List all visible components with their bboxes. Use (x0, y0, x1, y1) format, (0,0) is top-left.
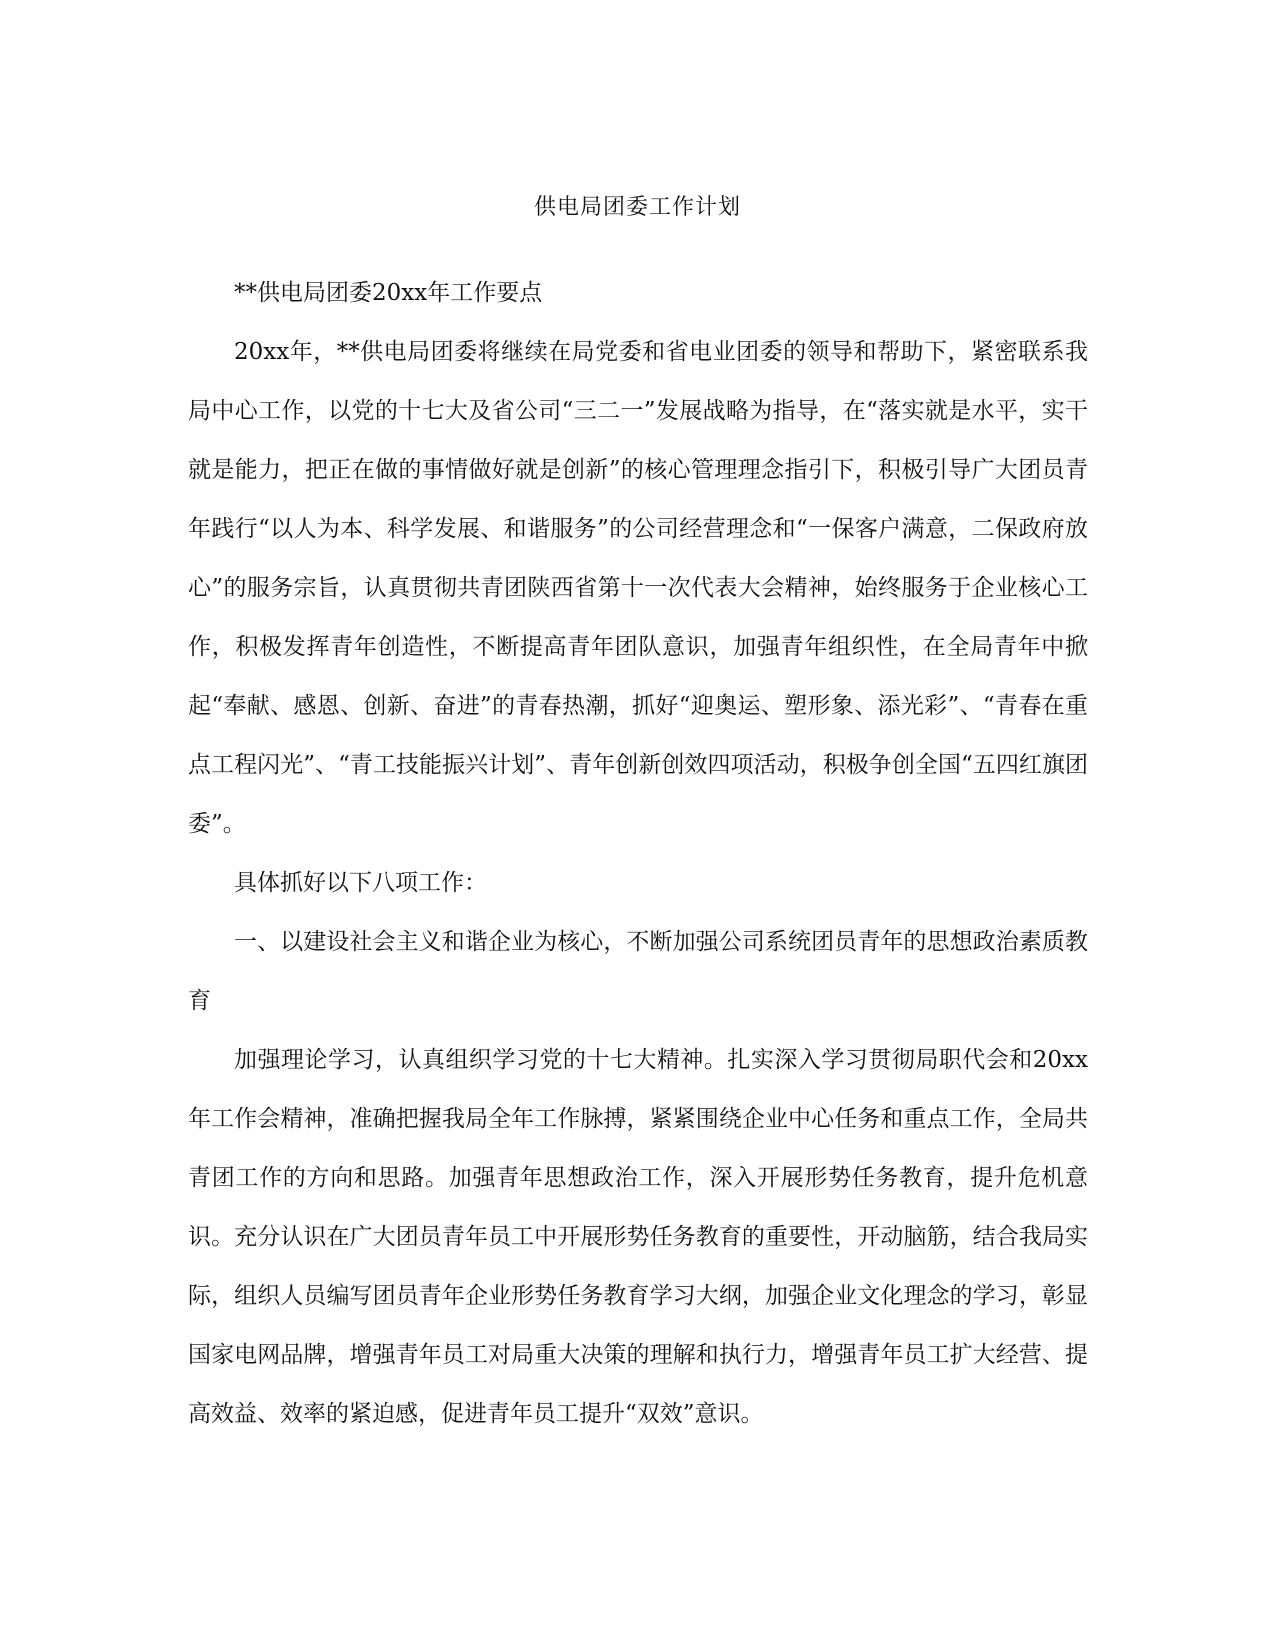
item-one-paragraph: 加强理论学习，认真组织学习党的十七大精神。扎实深入学习贯彻局职代会和20xx年工作会精神，准确把握我局全年工作脉搏，紧紧围绕企业中心任务和重点工作，全局共青团工作的方向和思路。加强青年思想政治工作，深入开展形势任务教育，提升危机意识。充分认识在广大团员青年员工中开展形势任务教育的重要性，开动脑筋，结合我局实际，组织人员编写团员青年企业形势任务教育学习大纲，加强企业文化理念的学习，彰显国家电网品牌，增强青年员工对局重大决策的理解和执行力，增强青年员工扩大经营、提高效益、效率的紧迫感，促进青年员工提升“双效”意识。 (188, 1047, 1088, 1427)
item-one-heading: 一、以建设社会主义和谐企业为核心，不断加强公司系统团员青年的思想政治素质教育 (188, 929, 1088, 1014)
intro-paragraph: 20xx年，**供电局团委将继续在局党委和省电业团委的领导和帮助下，紧密联系我局中心工作，以党的十七大及省公司“三二一”发展战略为指导，在“落实就是水平，实干就是能力，把正在做的事情做好就是创新”的核心管理理念指引下，积极引导广大团员青年践行“以人为本、科学发展、和谐服务”的公司经营理念和“一保客户满意，二保政府放心”的服务宗旨，认真贯彻共青团陕西省第十一次代表大会精神，始终服务于企业核心工作，积极发挥青年创造性，不断提高青年团队意识，加强青年组织性，在全局青年中掀起“奉献、感恩、创新、奋进”的青春热潮，抓好“迎奥运、塑形象、添光彩”、“青春在重点工程闪光”、“青工技能振兴计划”、青年创新创效四项活动，积极争创全国“五四红旗团委”。 (188, 339, 1088, 837)
document-body (188, 264, 1088, 1444)
tasks-intro-paragraph: 具体抓好以下八项工作： (234, 870, 487, 896)
document-title: 供电局团委工作计划 (533, 195, 741, 220)
section-heading: **供电局团委20xx年工作要点 (234, 280, 543, 306)
